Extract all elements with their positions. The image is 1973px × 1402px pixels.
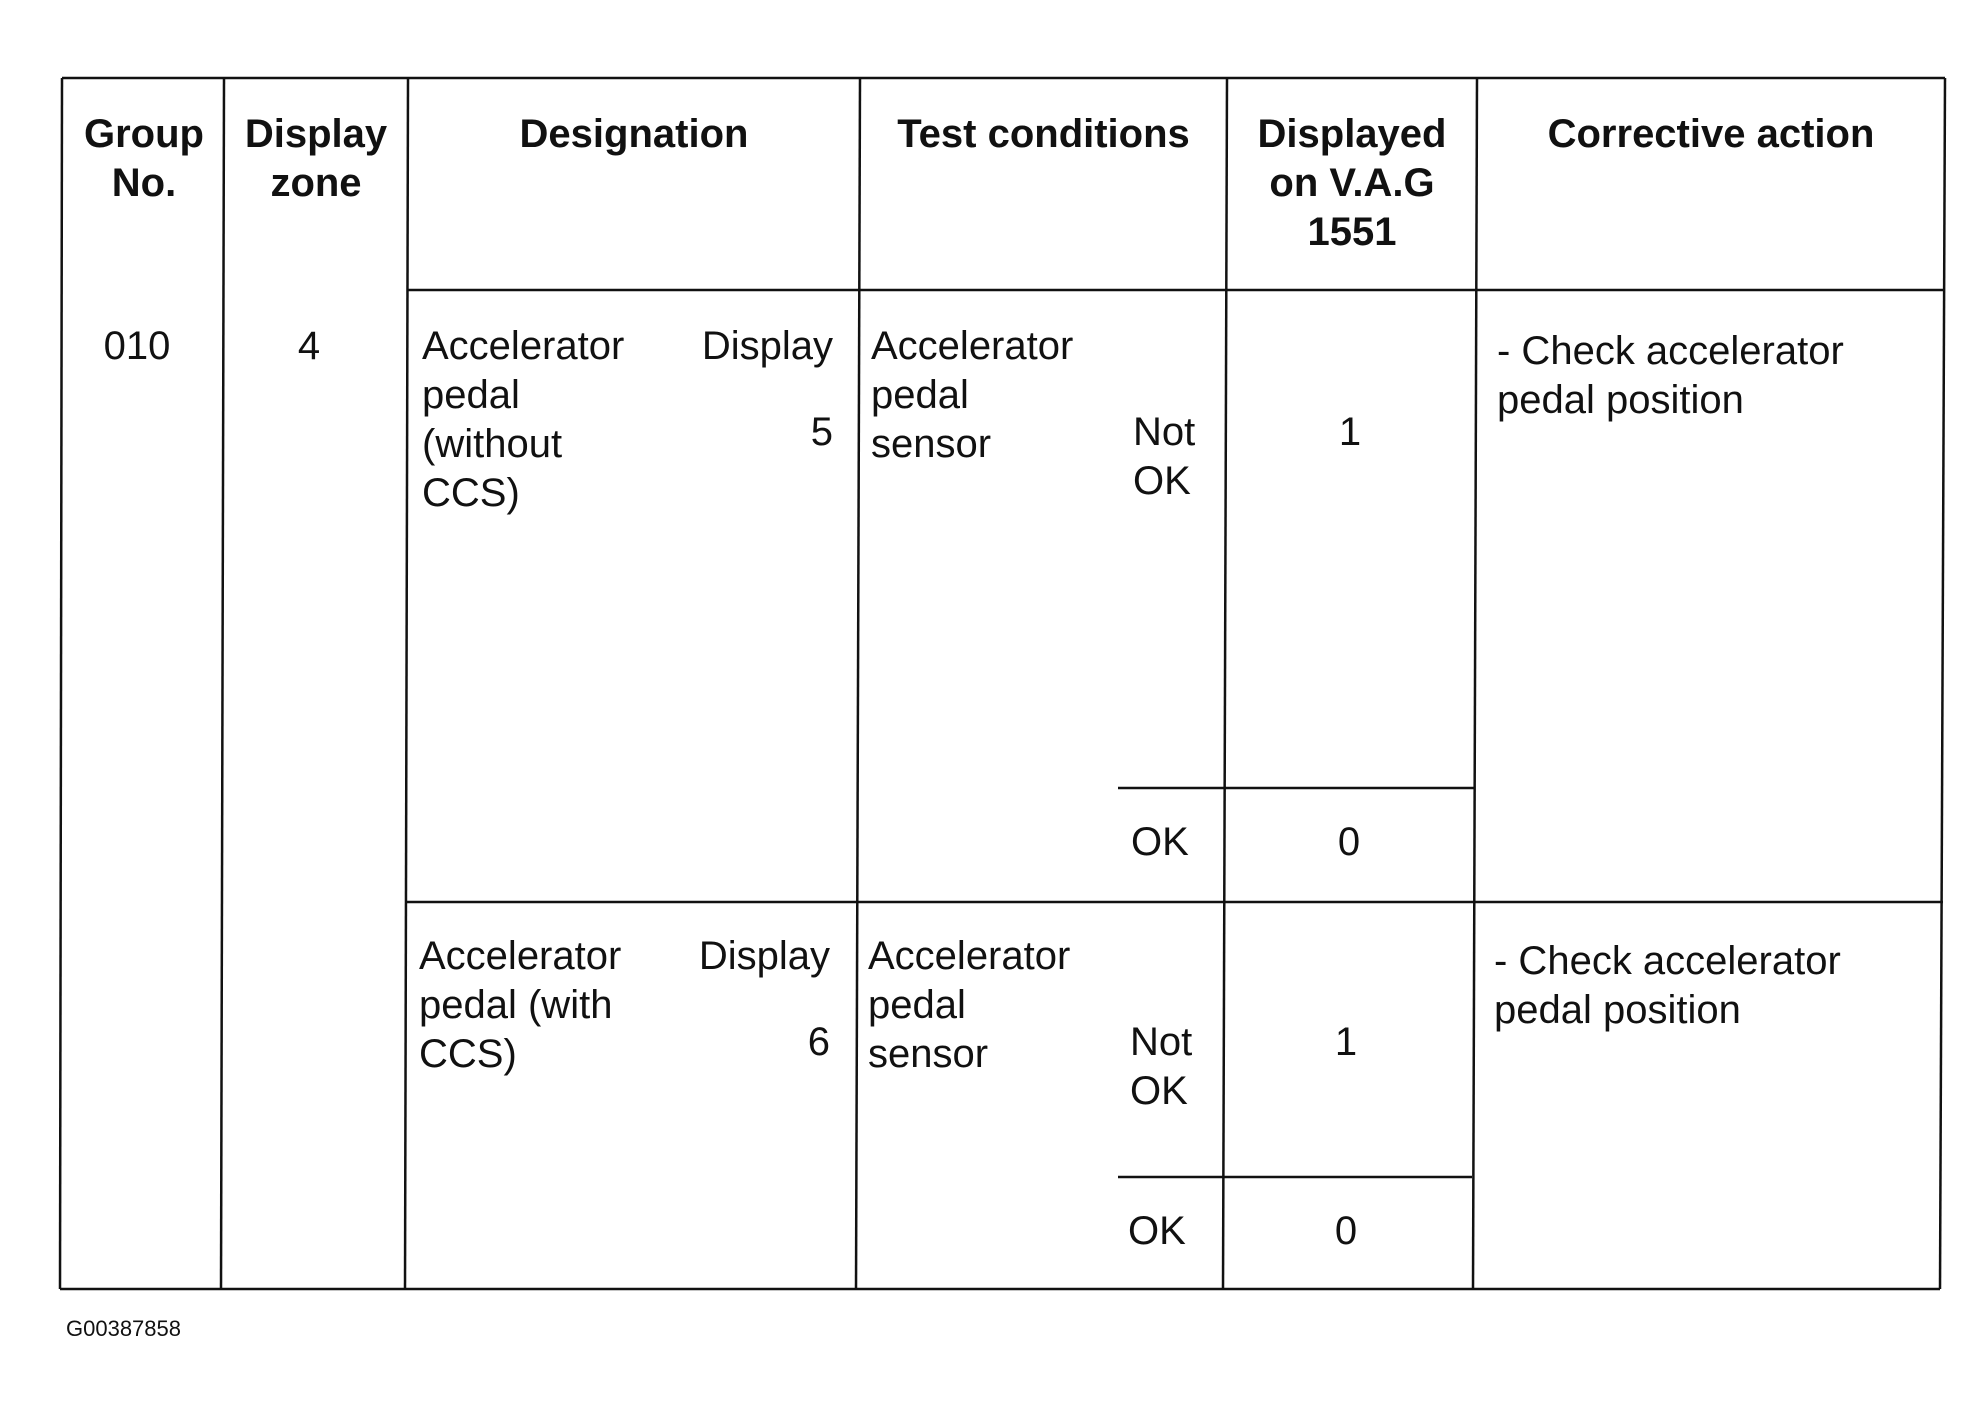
header-display-zone: Display zone bbox=[244, 112, 388, 205]
state-label-not-ok: Not OK bbox=[1130, 1020, 1193, 1113]
state-value: 0 bbox=[1334, 1209, 1358, 1253]
display-label: Display bbox=[698, 934, 830, 978]
header-test-conditions: Test conditions bbox=[897, 112, 1190, 156]
state-label-ok: OK bbox=[1128, 1209, 1186, 1253]
display-label: Display bbox=[701, 324, 833, 368]
header-group-no: Group No. bbox=[84, 112, 204, 205]
state-value: 0 bbox=[1337, 820, 1361, 864]
table-border-right bbox=[1940, 78, 1945, 1289]
cell-display-zone: 4 bbox=[297, 324, 321, 368]
state-label-not-ok: Not OK bbox=[1133, 410, 1196, 503]
cell-corrective-action: - Check accelerator pedal position bbox=[1494, 939, 1841, 1032]
cell-corrective-action: - Check accelerator pedal position bbox=[1497, 329, 1844, 422]
cell-designation: Accelerator pedal (without CCS) bbox=[422, 324, 625, 515]
display-number: 6 bbox=[807, 1020, 830, 1064]
cell-test-condition: Accelerator pedal sensor bbox=[871, 324, 1074, 466]
header-designation: Designation bbox=[519, 112, 749, 156]
state-value: 1 bbox=[1338, 410, 1362, 454]
header-displayed-on: Displayed on V.A.G 1551 bbox=[1257, 112, 1447, 254]
display-number: 5 bbox=[810, 410, 833, 454]
cell-group-no: 010 bbox=[103, 324, 171, 368]
header-corrective-action: Corrective action bbox=[1547, 112, 1875, 156]
table-border-left bbox=[60, 78, 62, 1289]
cell-test-condition: Accelerator pedal sensor bbox=[868, 934, 1071, 1076]
figure-code: G00387858 bbox=[66, 1316, 181, 1341]
cell-designation: Accelerator pedal (with CCS) bbox=[419, 934, 622, 1076]
state-value: 1 bbox=[1334, 1020, 1358, 1064]
state-label-ok: OK bbox=[1131, 820, 1189, 864]
